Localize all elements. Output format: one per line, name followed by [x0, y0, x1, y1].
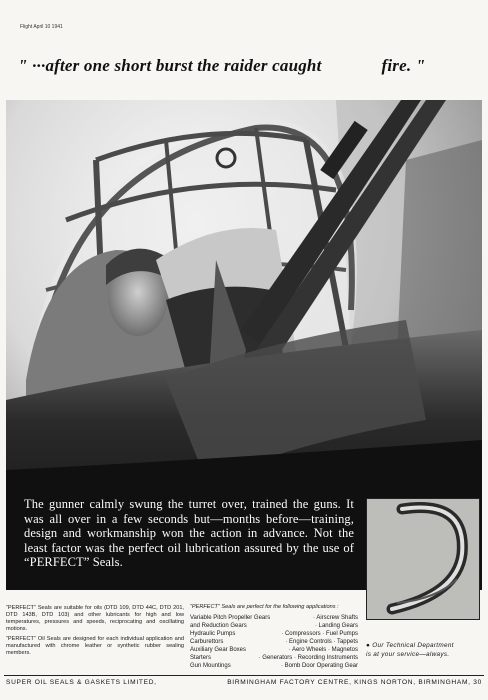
application-item: · Aero Wheels · Magnetos	[288, 647, 358, 653]
application-item: Hydraulic Pumps	[190, 631, 236, 637]
applications-intro: “PERFECT” Seals are perfect for the following applications :	[190, 604, 339, 610]
application-item: and Reduction Gears	[190, 623, 247, 629]
application-item: · Airscrew Shafts	[312, 615, 358, 621]
company-address: BIRMINGHAM FACTORY CENTRE, KINGS NORTON, BIRMINGHAM, 30	[227, 679, 482, 686]
oil-seal-photo	[366, 498, 480, 620]
oil-seal-illustration	[367, 499, 479, 619]
application-row	[190, 630, 358, 638]
application-item: · Bomb Door Operating Gear	[280, 663, 358, 669]
application-item: · Engine Controls · Tappets	[285, 639, 358, 645]
photo-caption: The gunner calmly swung the turret over, trained the guns. It was all over in a few seconds but—months before—training, design and workmanship won the action in advance. Not the least factor was the perfect oil lubrication assured by the use of “PERFECT” Seals.	[24, 497, 354, 569]
application-row	[190, 622, 358, 630]
application-item: Auxiliary Gear Boxes	[190, 647, 247, 653]
application-item: Variable Pitch Propeller Gears	[190, 615, 271, 621]
application-row	[190, 662, 358, 670]
service-note-line-2: is at your service—always.	[366, 651, 450, 658]
specifications-paragraph-1: “PERFECT” Seals are suitable for oils (DTD 109, DTD 44C, DTD 201, DTD 143B, DTD 103) and other lubricants for high and low temperatures, pressures and speeds, reciprocating and oscillating motions.	[6, 605, 184, 632]
application-item: Starters	[190, 655, 212, 661]
company-footer	[6, 679, 482, 686]
company-name: SUPER OIL SEALS & GASKETS LIMITED,	[6, 679, 157, 686]
application-item: · Compressors · Fuel Pumps	[281, 631, 358, 637]
application-row	[190, 638, 358, 646]
application-item: Gun Mountings	[190, 663, 231, 669]
service-note	[366, 641, 482, 659]
headline	[18, 56, 458, 76]
headline-part-1: " ···after one short burst the raider caught	[18, 56, 322, 75]
application-row	[190, 614, 358, 622]
application-row	[190, 646, 358, 654]
application-item: Carburettors	[190, 639, 224, 645]
source-line: Flight April 10 1941	[20, 24, 63, 30]
application-item: · Landing Gears	[314, 623, 358, 629]
specifications-paragraph-2: “PERFECT” Oil Seals are designed for each individual application and manufactured with chrome leather or synthetic rubber sealing members.	[6, 636, 184, 656]
headline-part-2: fire. "	[381, 56, 426, 75]
seal-specifications	[6, 605, 184, 660]
footer-divider	[4, 675, 484, 676]
service-note-line-1: ● Our Technical Department	[366, 642, 454, 649]
application-item: · Generators · Recording Instruments	[258, 655, 358, 661]
application-row	[190, 654, 358, 662]
applications-list	[190, 603, 358, 670]
